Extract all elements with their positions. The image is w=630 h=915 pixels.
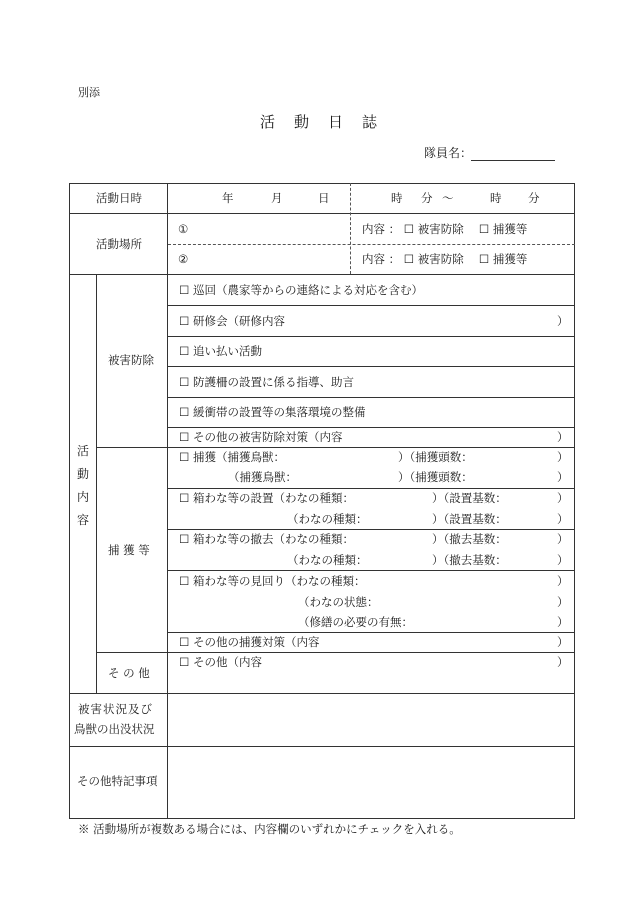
divider bbox=[168, 632, 575, 633]
member-name-field[interactable] bbox=[471, 160, 555, 161]
close-paren: ） bbox=[557, 491, 569, 505]
close-paren: ） bbox=[557, 574, 569, 588]
divider bbox=[168, 336, 575, 337]
end-hour-label: 時 bbox=[490, 191, 502, 205]
divider bbox=[168, 570, 575, 571]
datetime-label: 活動日時 bbox=[96, 191, 142, 205]
trap-remove-count-1: ）（撤去基数： bbox=[432, 532, 507, 546]
capture-species-2[interactable]: （捕獲鳥獣： bbox=[228, 470, 297, 484]
divider bbox=[168, 305, 575, 306]
capture-heads-1: ）（捕獲頭数： bbox=[398, 450, 473, 464]
end-minute-label: 分 bbox=[528, 191, 540, 205]
start-minute-label: 分 bbox=[421, 191, 433, 205]
notes-field[interactable] bbox=[168, 747, 574, 818]
activity-content-vertical-label: 活動内容 bbox=[76, 444, 89, 527]
divider bbox=[69, 274, 575, 275]
capture-species-1[interactable]: ☐ 捕獲（捕獲鳥獣： bbox=[179, 450, 285, 464]
divider bbox=[168, 529, 575, 530]
trap-remove-type-2[interactable]: （わなの種類： bbox=[287, 553, 368, 567]
notes-label: その他特記事項 bbox=[77, 774, 158, 788]
damage-status-field[interactable] bbox=[168, 694, 574, 746]
page-title: 活 動 日 誌 bbox=[260, 113, 380, 131]
place-label: 活動場所 bbox=[96, 237, 142, 251]
trap-set-type-1[interactable]: ☐ 箱わな等の設置（わなの種類： bbox=[179, 491, 354, 505]
divider bbox=[168, 366, 575, 367]
column-divider bbox=[96, 274, 97, 693]
divider bbox=[69, 213, 575, 214]
prevention-item-training[interactable]: ☐ 研修会（研修内容 bbox=[179, 314, 285, 328]
capture-label: 捕 獲 等 bbox=[108, 543, 150, 557]
trap-set-type-2[interactable]: （わなの種類： bbox=[287, 512, 368, 526]
prevention-item-patrol[interactable]: ☐ 巡回（農家等からの連絡による対応を含む） bbox=[179, 283, 423, 297]
trap-patrol-condition[interactable]: （わなの状態： bbox=[298, 595, 379, 609]
prevention-item-buffer-zone[interactable]: ☐ 緩衝帯の設置等の集落環境の整備 bbox=[179, 405, 366, 419]
trap-set-count-1: ）（設置基数： bbox=[432, 491, 507, 505]
place-2-number: ② bbox=[178, 252, 189, 266]
close-paren: ） bbox=[557, 635, 569, 649]
year-label: 年 bbox=[222, 191, 234, 205]
member-name-label: 隊員名： bbox=[424, 146, 473, 160]
place-1-content-checkboxes[interactable]: 内容 ： ☐ 被害防除 ☐ 捕獲等 bbox=[362, 222, 528, 236]
close-paren: ） bbox=[557, 450, 569, 464]
prevention-item-chase-away[interactable]: ☐ 追い払い活動 bbox=[179, 344, 262, 358]
divider bbox=[168, 488, 575, 489]
trap-set-count-2: ）（設置基数： bbox=[432, 512, 507, 526]
prevention-item-fence-guidance[interactable]: ☐ 防護柵の設置に係る指導、助言 bbox=[179, 375, 354, 389]
prevention-item-other[interactable]: ☐ その他の被害防除対策（内容 bbox=[179, 430, 343, 444]
divider bbox=[168, 427, 575, 428]
divider bbox=[168, 244, 575, 245]
close-paren: ） bbox=[557, 553, 569, 567]
close-paren: ） bbox=[557, 615, 569, 629]
prevention-label: 被害防除 bbox=[108, 353, 154, 367]
damage-label-line2: 鳥獣の出没状況 bbox=[74, 722, 155, 736]
close-paren: ） bbox=[557, 470, 569, 484]
other-item[interactable]: ☐ その他（内容 bbox=[179, 655, 262, 669]
close-paren: ） bbox=[557, 512, 569, 526]
close-paren: ） bbox=[557, 532, 569, 546]
month-label: 月 bbox=[271, 191, 283, 205]
capture-heads-2: ）（捕獲頭数： bbox=[398, 470, 473, 484]
divider bbox=[168, 397, 575, 398]
day-label: 日 bbox=[318, 191, 330, 205]
range-tilde: ～ bbox=[442, 191, 454, 205]
trap-patrol-repair-need[interactable]: （修繕の必要の有無： bbox=[298, 615, 413, 629]
start-hour-label: 時 bbox=[391, 191, 403, 205]
trap-remove-type-1[interactable]: ☐ 箱わな等の撤去（わなの種類： bbox=[179, 532, 354, 546]
place-1-number: ① bbox=[178, 222, 189, 236]
close-paren: ） bbox=[557, 430, 569, 444]
place-2-content-checkboxes[interactable]: 内容 ： ☐ 被害防除 ☐ 捕獲等 bbox=[362, 252, 528, 266]
close-paren: ） bbox=[557, 595, 569, 609]
column-divider-dashed bbox=[350, 183, 351, 274]
other-label: そ の 他 bbox=[108, 666, 150, 680]
damage-label-line1: 被害状況及び bbox=[78, 702, 153, 716]
trap-patrol-type[interactable]: ☐ 箱わな等の見回り（わなの種類： bbox=[179, 574, 366, 588]
close-paren: ） bbox=[557, 655, 569, 669]
close-paren: ） bbox=[557, 314, 569, 328]
trap-remove-count-2: ）（撤去基数： bbox=[432, 553, 507, 567]
footnote: ※ 活動場所が複数ある場合には、内容欄のいずれかにチェックを入れる。 bbox=[78, 822, 461, 836]
attachment-label: 別添 bbox=[78, 86, 100, 99]
capture-other[interactable]: ☐ その他の捕獲対策（内容 bbox=[179, 635, 320, 649]
